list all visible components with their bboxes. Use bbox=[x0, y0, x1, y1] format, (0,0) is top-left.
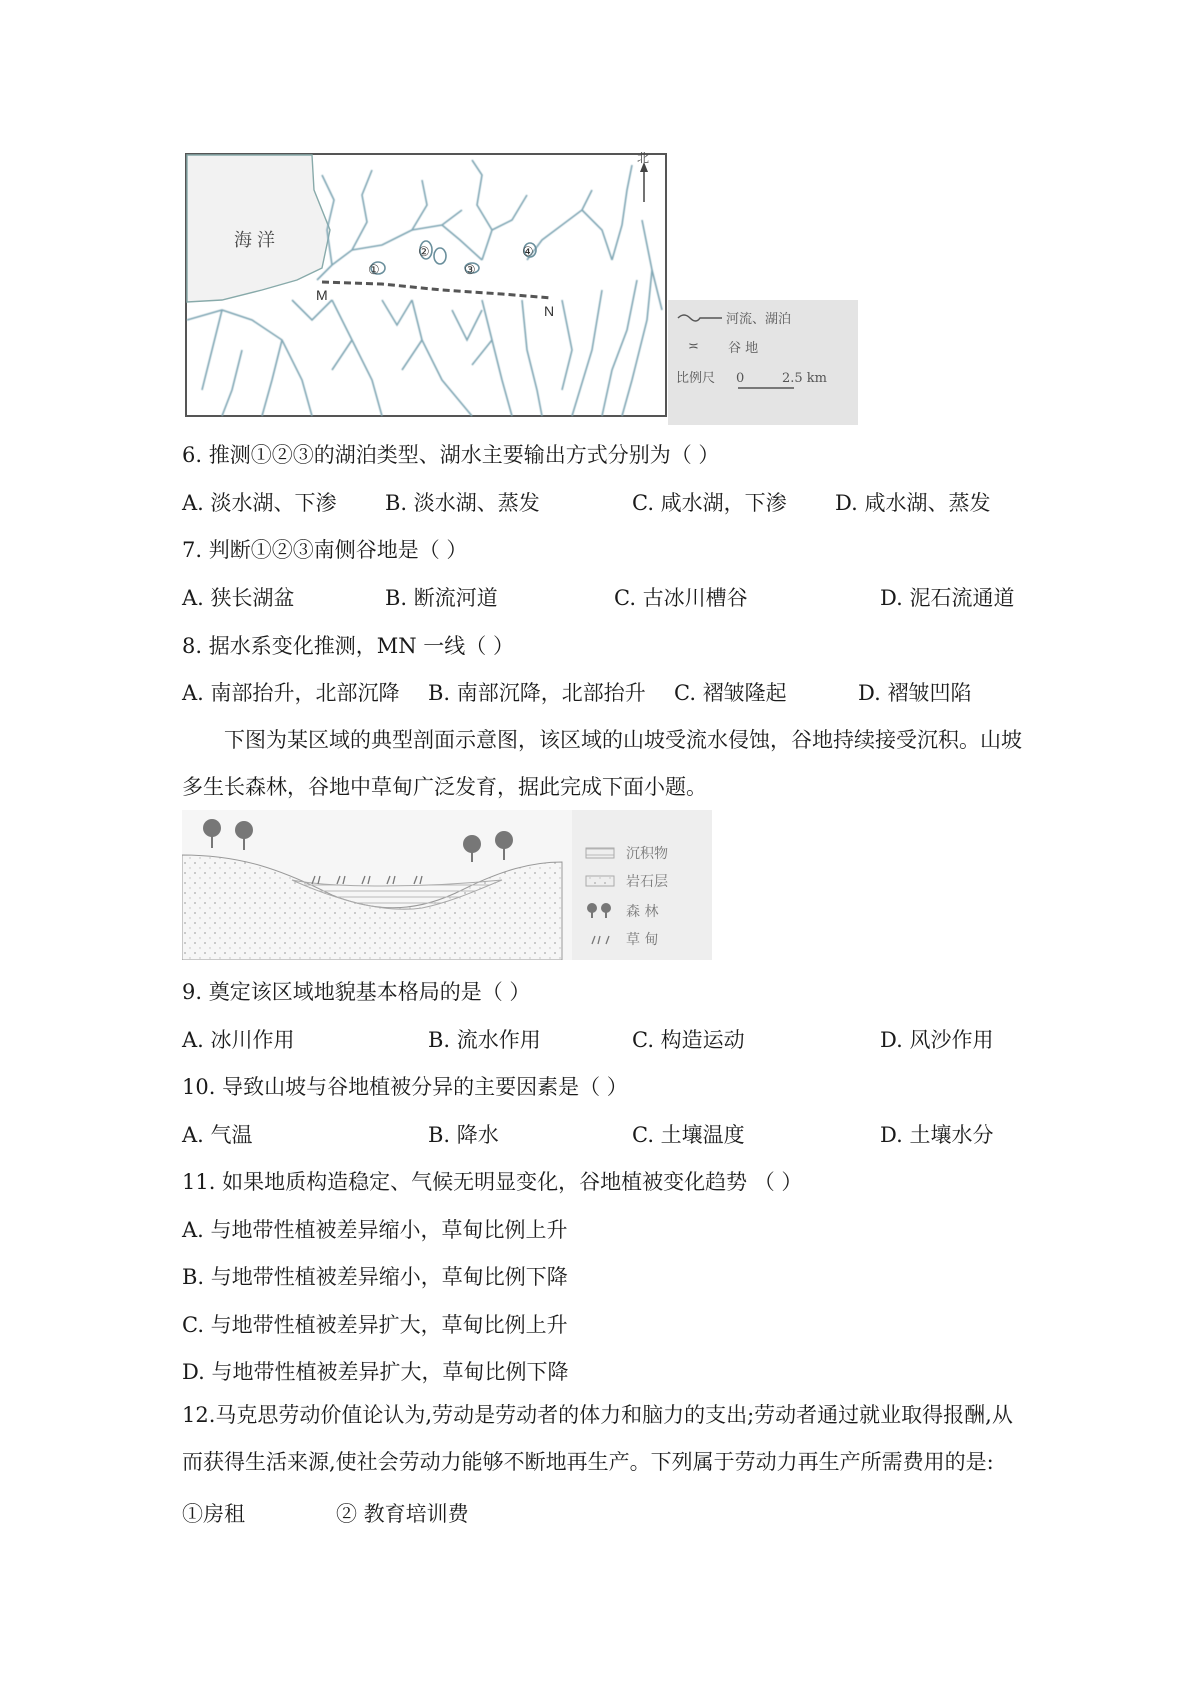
q6-option-b: B. 淡水湖、蒸发 bbox=[385, 491, 540, 515]
question-10-stem: 10. 导致山坡与谷地植被分异的主要因素是（ ） bbox=[182, 1075, 628, 1099]
profile-diagram bbox=[182, 810, 712, 960]
profile-figure bbox=[182, 810, 712, 960]
profile-legend bbox=[572, 810, 712, 960]
intro-text: 下图为某区域的典型剖面示意图，该区域的山坡受流水侵蚀，谷地持续接受沉积。山坡多生长森林，谷地中草甸广泛发育，据此完成下面小题。 bbox=[182, 728, 1022, 799]
q8-option-d: D. 褶皱凹陷 bbox=[858, 681, 972, 705]
q12-item-1: ①房租 bbox=[182, 1502, 245, 1526]
q9-option-a: A. 冰川作用 bbox=[182, 1028, 295, 1052]
north-label: 北 bbox=[637, 151, 650, 165]
lake-label-3: ③ bbox=[464, 263, 476, 278]
q11-option-d: D. 与地带性植被差异扩大，草甸比例下降 bbox=[182, 1360, 569, 1384]
q7-option-d: D. 泥石流通道 bbox=[880, 586, 1015, 610]
lake-label-2: ② bbox=[418, 245, 430, 260]
q10-option-b: B. 降水 bbox=[428, 1123, 499, 1147]
q9-option-b: B. 流水作用 bbox=[428, 1028, 541, 1052]
question-8-stem: 8. 据水系变化推测，MN 一线（ ） bbox=[182, 634, 514, 658]
question-12-stem: 12.马克思劳动价值论认为,劳动是劳动者的体力和脑力的支出;劳动者通过就业取得报酬,从而获得生活来源,使社会劳动力能够不断地再生产。下列属于劳动力再生产所需费用的是: bbox=[182, 1403, 1013, 1474]
legend-forest: 森 林 bbox=[626, 904, 659, 920]
ocean-label: 海 洋 bbox=[234, 230, 276, 250]
lake-label-4: ④ bbox=[522, 245, 534, 260]
q6-option-c: C. 咸水湖，下渗 bbox=[632, 491, 787, 515]
sediment-legend-icon bbox=[586, 848, 614, 858]
q9-option-c: C. 构造运动 bbox=[632, 1028, 745, 1052]
valley-legend-icon: ≍ bbox=[688, 339, 699, 354]
question-11-stem: 11. 如果地质构造稳定、气候无明显变化，谷地植被变化趋势 （ ） bbox=[182, 1170, 803, 1194]
question-9-stem: 9. 奠定该区域地貌基本格局的是（ ） bbox=[182, 980, 531, 1004]
point-n-label: N bbox=[544, 303, 555, 319]
question-7-stem: 7. 判断①②③南侧谷地是（ ） bbox=[182, 538, 468, 562]
q10-option-a: A. 气温 bbox=[182, 1123, 253, 1147]
rock-legend-icon bbox=[586, 876, 614, 886]
legend-sediment: 沉积物 bbox=[626, 846, 668, 862]
q11-option-b: B. 与地带性植被差异缩小，草甸比例下降 bbox=[182, 1265, 568, 1289]
profile-intro-paragraph bbox=[182, 717, 1042, 811]
q6-option-d: D. 咸水湖、蒸发 bbox=[835, 491, 991, 515]
q11-option-a: A. 与地带性植被差异缩小，草甸比例上升 bbox=[182, 1218, 568, 1242]
q12-item-2: ② 教育培训费 bbox=[336, 1502, 469, 1526]
river-map bbox=[182, 150, 872, 428]
legend-scale-start: 0 bbox=[736, 371, 745, 386]
question-6-stem: 6. 推测①②③的湖泊类型、湖水主要输出方式分别为（ ） bbox=[182, 443, 720, 467]
q9-option-d: D. 风沙作用 bbox=[880, 1028, 994, 1052]
legend-rock: 岩石层 bbox=[626, 874, 668, 890]
legend-scale-end: 2.5 km bbox=[782, 371, 828, 386]
q8-option-c: C. 褶皱隆起 bbox=[674, 681, 787, 705]
q10-option-c: C. 土壤温度 bbox=[632, 1123, 745, 1147]
legend-valley: 谷 地 bbox=[728, 341, 759, 356]
legend-scale-label: 比例尺 bbox=[676, 371, 716, 386]
legend-river-lake: 河流、湖泊 bbox=[726, 312, 792, 327]
q7-option-a: A. 狭长湖盆 bbox=[182, 586, 295, 610]
legend-meadow: 草 甸 bbox=[626, 932, 659, 948]
q7-option-b: B. 断流河道 bbox=[385, 586, 498, 610]
q6-option-a: A. 淡水湖、下渗 bbox=[182, 491, 337, 515]
q8-option-b: B. 南部沉降，北部抬升 bbox=[428, 681, 646, 705]
river-map-figure bbox=[182, 150, 872, 428]
q7-option-c: C. 古冰川槽谷 bbox=[614, 586, 748, 610]
q11-option-c: C. 与地带性植被差异扩大，草甸比例上升 bbox=[182, 1313, 568, 1337]
lake-label-1: ① bbox=[368, 263, 380, 278]
q10-option-d: D. 土壤水分 bbox=[880, 1123, 994, 1147]
q8-option-a: A. 南部抬升，北部沉降 bbox=[182, 681, 400, 705]
map-legend bbox=[668, 300, 858, 425]
point-m-label: M bbox=[316, 287, 328, 303]
